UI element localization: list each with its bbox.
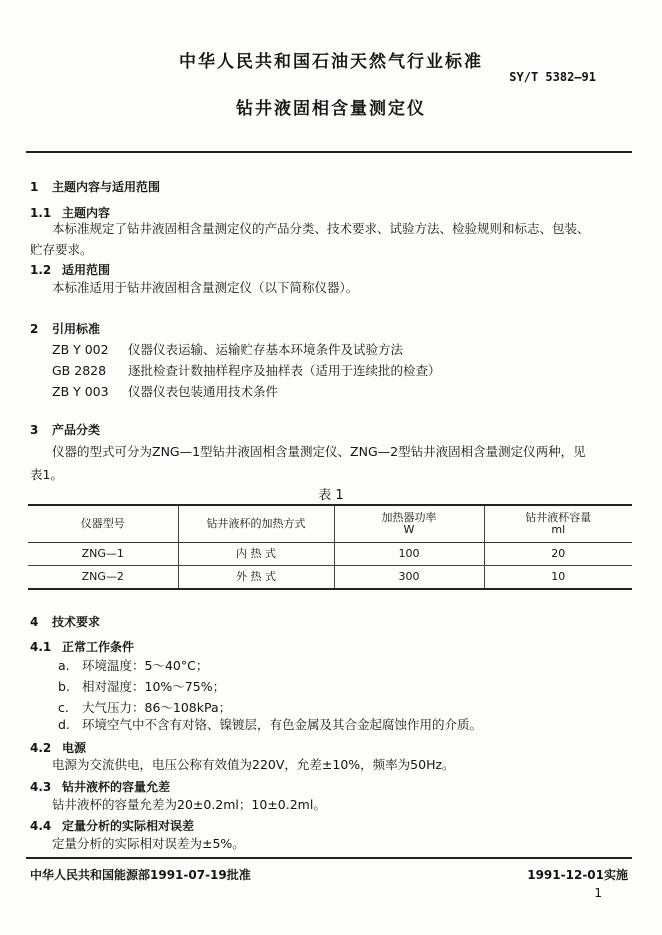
- cell-cup-capacity: 10: [484, 566, 632, 590]
- section-1-1-title: 主题内容: [62, 206, 111, 220]
- cell-model: ZNG—2: [28, 566, 178, 590]
- table-row: [28, 566, 632, 590]
- footer-rule: [26, 857, 632, 859]
- table-header-row: [28, 505, 632, 543]
- list-marker: c.: [58, 700, 69, 715]
- reference-title: 仪器仪表运输、运输贮存基本环境条件及试验方法: [128, 342, 404, 357]
- section-4-2-title: 电源: [62, 741, 87, 755]
- header-cup-capacity: 钻井液杯容量 ml: [484, 505, 632, 543]
- section-4-1-heading: [30, 638, 134, 655]
- list-marker: a.: [58, 658, 70, 673]
- section-4-heading: [30, 613, 100, 630]
- section-1-2-number: 1.2: [30, 263, 52, 277]
- list-marker: d.: [58, 717, 70, 732]
- section-3-title: 产品分类: [52, 423, 101, 437]
- section-1-number: 1: [30, 180, 39, 194]
- list-item: [58, 698, 231, 716]
- reference-item: [52, 382, 278, 400]
- cell-heating-method: 内 热 式: [178, 543, 334, 566]
- standard-category-heading: 中华人民共和国石油天然气行业标准: [179, 52, 483, 72]
- section-1-2-title: 适用范围: [62, 263, 111, 277]
- section-3-heading: [30, 421, 100, 438]
- cell-cup-capacity: 20: [484, 543, 632, 566]
- list-item-text: 相对湿度：10%～75%；: [82, 679, 226, 694]
- document-title: 钻井液固相含量测定仪: [236, 99, 426, 119]
- list-item: [58, 677, 225, 695]
- section-4-3-heading: [30, 778, 170, 795]
- section-1-2-heading: [30, 261, 110, 278]
- header-heating-method: 钻井液杯的加热方式: [178, 505, 334, 543]
- reference-item: [52, 361, 441, 379]
- section-4-2-number: 4.2: [30, 741, 52, 755]
- header-heater-power: 加热器功率 W: [334, 505, 484, 543]
- section-4-1-title: 正常工作条件: [62, 640, 135, 654]
- section-4-4-heading: [30, 817, 194, 834]
- reference-item: [52, 340, 403, 358]
- reference-title: 逐批检查计数抽样程序及抽样表（适用于连续批的检查）: [128, 363, 441, 378]
- section-4-2-heading: [30, 739, 86, 756]
- section-1-title: 主题内容与适用范围: [52, 180, 161, 194]
- section-4-2-text: 电源为交流供电，电压公称有效值为220V，允差±10%，频率为50Hz。: [52, 757, 455, 772]
- reference-code: ZB Y 002: [52, 342, 109, 357]
- page-number: 1: [594, 886, 602, 900]
- cell-heater-power: 300: [334, 566, 484, 590]
- unit-ml: ml: [551, 523, 566, 536]
- section-1-2-text: 本标准适用于钻井液固相含量测定仪（以下简称仪器）。: [52, 280, 359, 295]
- list-item: [58, 656, 208, 674]
- section-4-4-title: 定量分析的实际相对误差: [62, 819, 195, 833]
- section-2-number: 2: [30, 322, 39, 336]
- list-item-text: 环境温度：5～40°C；: [82, 658, 209, 673]
- section-3-text-line1: 仪器的型式可分为ZNG—1型钻井液固相含量测定仪、ZNG—2型钻井液固相含量测定仪两种，见: [52, 444, 586, 459]
- section-4-4-number: 4.4: [30, 819, 52, 833]
- unit-w: W: [403, 523, 415, 536]
- section-3-text-line2: 表1。: [30, 467, 63, 482]
- table-1-caption: 表 1: [318, 488, 344, 503]
- cell-model: ZNG—1: [28, 543, 178, 566]
- list-item: [58, 715, 482, 733]
- reference-title: 仪器仪表包装通用技术条件: [128, 384, 279, 399]
- section-4-title: 技术要求: [52, 615, 101, 629]
- header-rule: [26, 151, 632, 153]
- section-1-1-text-line2: 贮存要求。: [30, 242, 93, 257]
- section-1-heading: [30, 178, 160, 195]
- reference-code: ZB Y 003: [52, 384, 109, 399]
- section-4-3-text: 钻井液杯的容量允差为20±0.2ml；10±0.2ml。: [52, 797, 326, 812]
- list-item-text: 环境空气中不含有对铬、镍镀层，有色金属及其合金起腐蚀作用的介质。: [82, 717, 483, 732]
- effective-date: 1991-12-01实施: [527, 868, 628, 882]
- section-2-title: 引用标准: [52, 322, 101, 336]
- section-1-1-number: 1.1: [30, 206, 52, 220]
- section-4-1-number: 4.1: [30, 640, 52, 654]
- section-4-number: 4: [30, 615, 39, 629]
- approval-note: 中华人民共和国能源部1991-07-19批准: [30, 868, 251, 882]
- header-model: 仪器型号: [28, 505, 178, 543]
- section-3-number: 3: [30, 423, 39, 437]
- list-item-text: 大气压力：86～108kPa；: [82, 700, 232, 715]
- section-4-3-title: 钻井液杯的容量允差: [62, 780, 171, 794]
- table-1: [28, 504, 632, 590]
- table-row: [28, 543, 632, 566]
- reference-code: GB 2828: [52, 363, 107, 378]
- standard-code: SY/T 5382—91: [509, 70, 596, 84]
- section-1-1-text-line1: 本标准规定了钻井液固相含量测定仪的产品分类、技术要求、试验方法、检验规则和标志、包装、: [52, 221, 590, 236]
- section-4-4-text: 定量分析的实际相对误差为±5%。: [52, 836, 245, 851]
- cell-heating-method: 外 热 式: [178, 566, 334, 590]
- section-4-3-number: 4.3: [30, 780, 52, 794]
- cell-heater-power: 100: [334, 543, 484, 566]
- section-2-heading: [30, 320, 100, 337]
- list-marker: b.: [58, 679, 70, 694]
